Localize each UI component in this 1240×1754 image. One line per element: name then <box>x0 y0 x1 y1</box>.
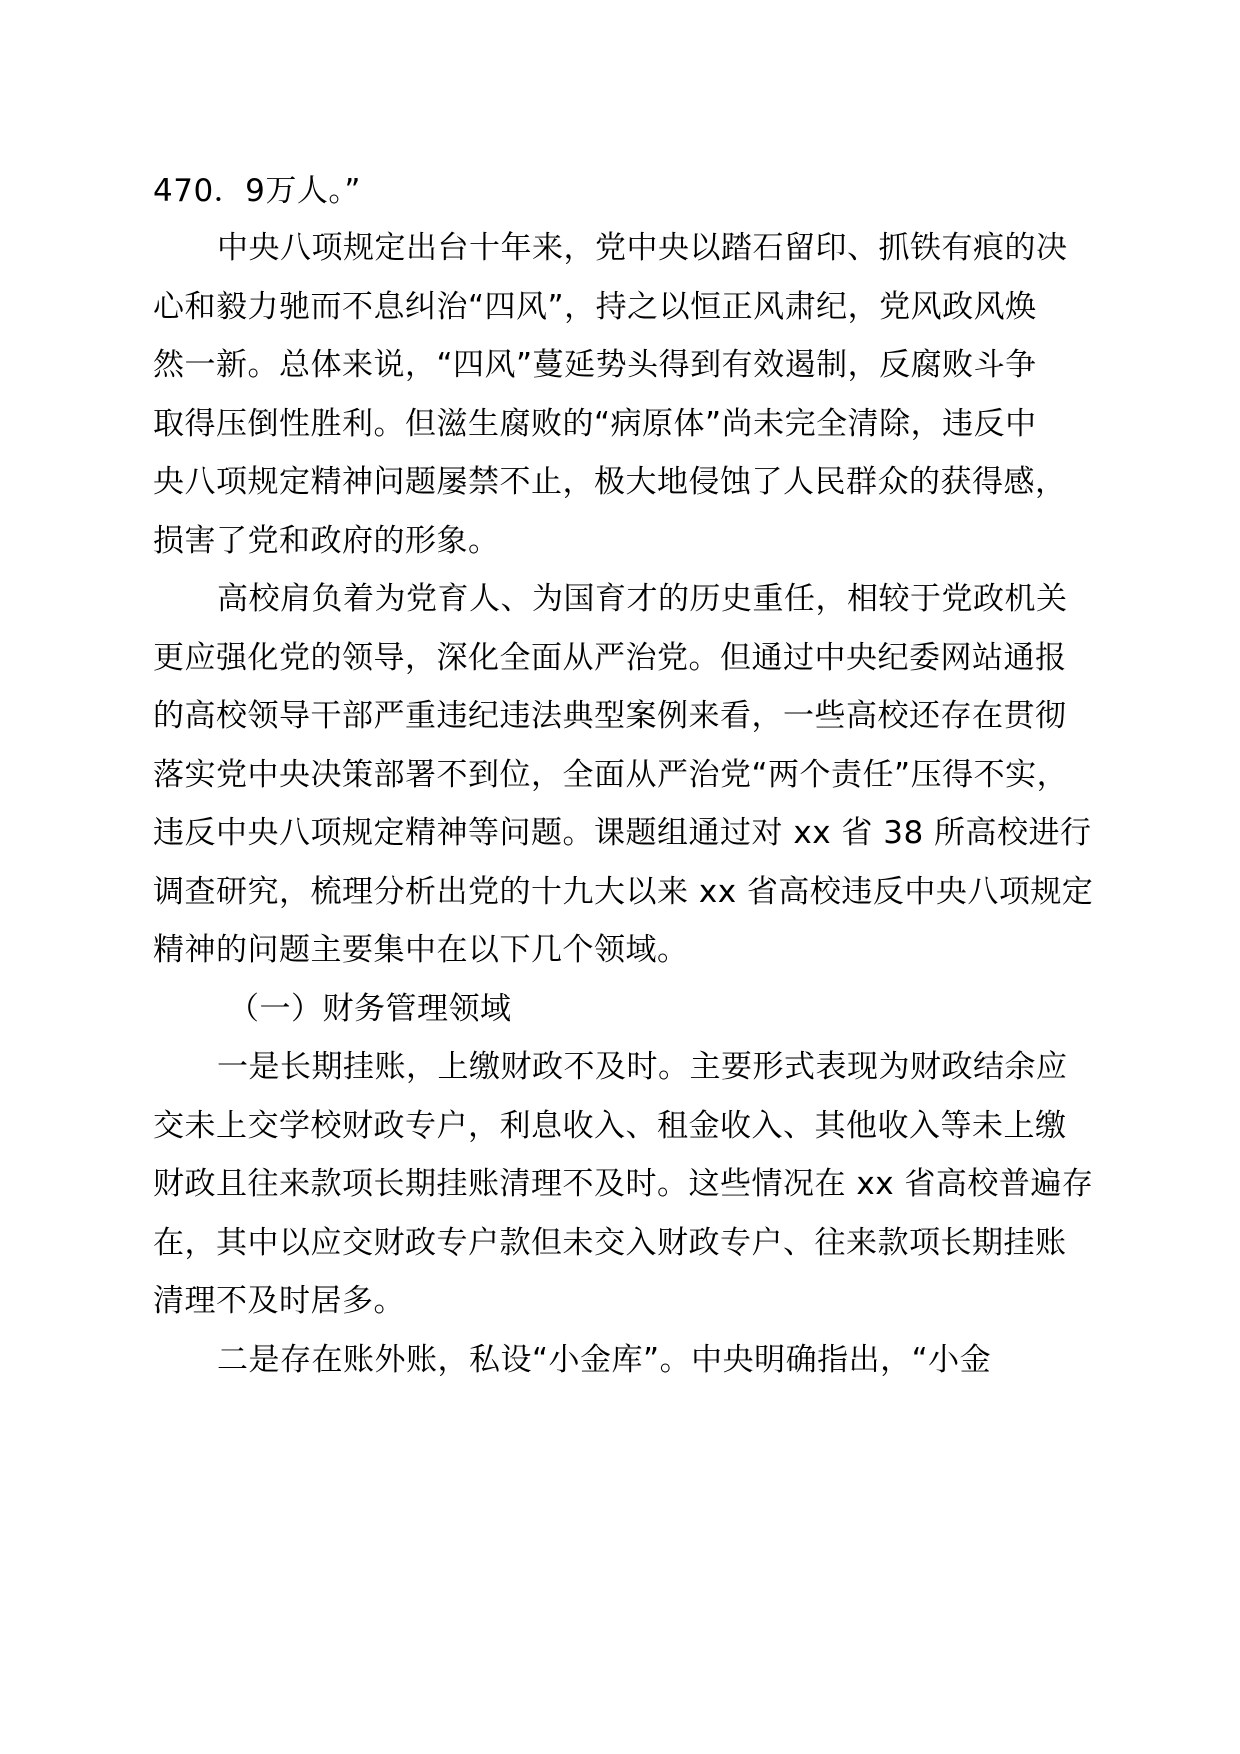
text-line: 央八项规定精神问题屡禁不止，极大地侵蚀了人民群众的获得感， <box>153 464 1067 500</box>
text-line: 清理不及时居多。 <box>153 1283 405 1319</box>
text-line: 调查研究，梳理分析出党的十九大以来 xx 省高校违反中央八项规定 <box>153 874 1094 910</box>
text-line: 交未上交学校财政专户，利息收入、租金收入、其他收入等未上缴 <box>153 1108 1067 1144</box>
text-line: 心和毅力驰而不息纠治“四风”，持之以恒正风肃纪，党风政风焕 <box>153 289 1037 325</box>
text-line: 损害了党和政府的形象。 <box>153 523 500 559</box>
text-line: 的高校领导干部严重违纪违法典型案例来看，一些高校还存在贯彻 <box>153 698 1067 734</box>
paragraph-first-line: 一是长期挂账，上缴财政不及时。主要形式表现为财政结余应 <box>217 1049 1068 1085</box>
paragraph-first-line: 中央八项规定出台十年来，党中央以踏石留印、抓铁有痕的决 <box>217 230 1068 266</box>
text-line: 然一新。总体来说，“四风”蔓延势头得到有效遏制，反腐败斗争 <box>153 347 1037 383</box>
paragraph-first-line: 二是存在账外账，私设“小金库”。中央明确指出，“小金 <box>217 1342 992 1378</box>
text-line: 更应强化党的领导，深化全面从严治党。但通过中央纪委网站通报 <box>153 640 1067 676</box>
text-line: 违反中央八项规定精神等问题。课题组通过对 xx 省 38 所高校进行 <box>153 815 1092 851</box>
text-line: 470．9万人。” <box>153 173 361 209</box>
text-line: 落实党中央决策部署不到位，全面从严治党“两个责任”压得不实， <box>153 757 1069 793</box>
text-line: 财政且往来款项长期挂账清理不及时。这些情况在 xx 省高校普遍存 <box>153 1166 1094 1202</box>
paragraph-first-line: 高校肩负着为党育人、为国育才的历史重任，相较于党政机关 <box>217 581 1068 617</box>
text-line: 精神的问题主要集中在以下几个领域。 <box>153 932 689 968</box>
text-line: 取得压倒性胜利。但滋生腐败的“病原体”尚未完全清除，违反中 <box>153 406 1037 442</box>
section-heading: （一）财务管理领域 <box>228 991 512 1027</box>
text-line: 在，其中以应交财政专户款但未交入财政专户、往来款项长期挂账 <box>153 1225 1067 1261</box>
